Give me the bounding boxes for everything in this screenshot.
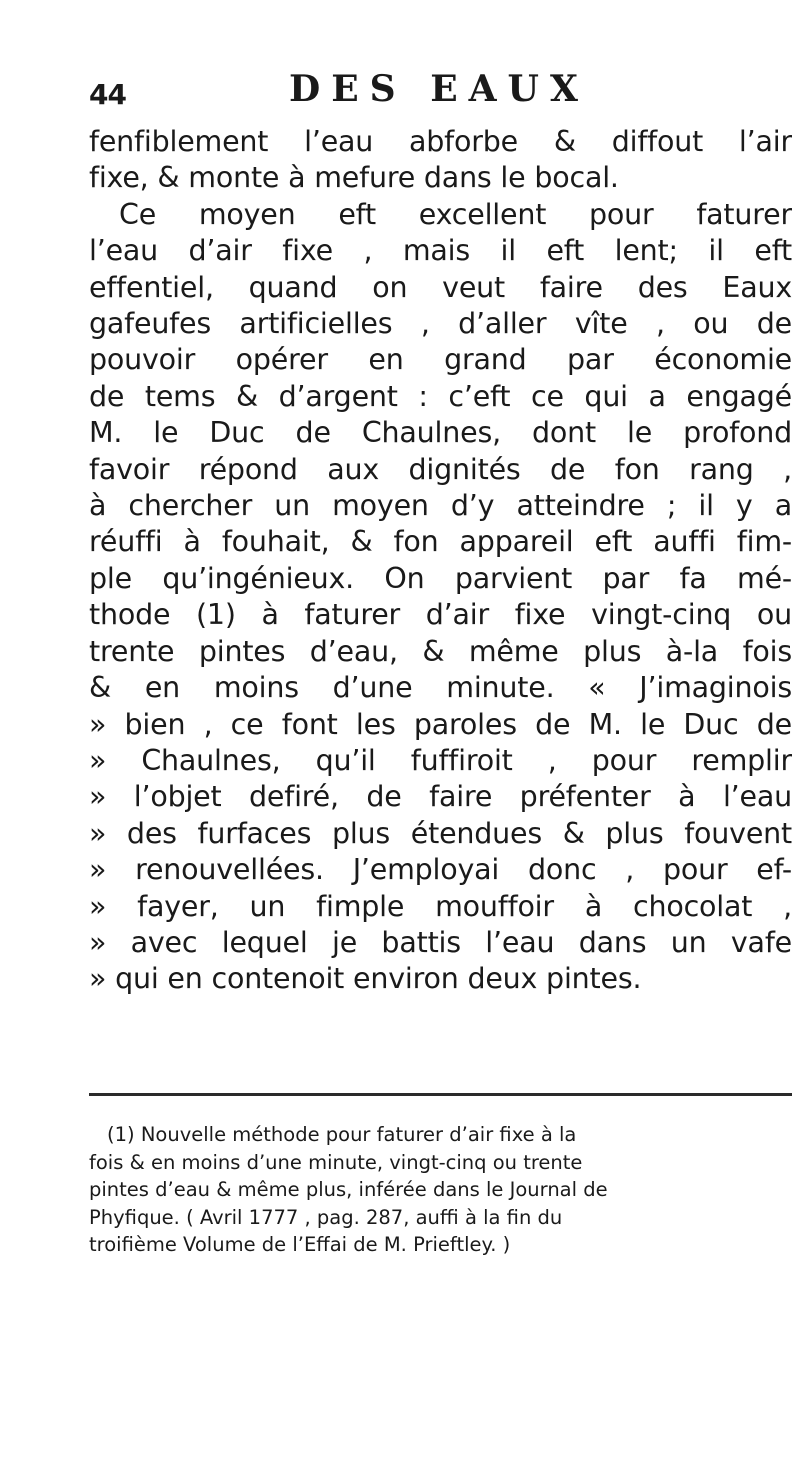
footnote-line: Phyfique. ( Avril 1777 , pag. 287, auffi à la fin du	[89, 1205, 563, 1229]
text-line: & en moins d’une minute. « J’imaginois	[89, 671, 792, 705]
footnote-line: (1) Nouvelle méthode pour faturer d’air fixe à la	[107, 1123, 577, 1146]
text-line: M. le Duc de Chaulnes, dont le profond	[89, 416, 792, 450]
body-text	[89, 124, 792, 998]
text-line: l’eau d’air fixe , mais il eft lent; il eft	[89, 234, 792, 268]
text-line: fenfiblement l’eau abforbe & diffout l’air	[89, 125, 792, 158]
text-line: » bien , ce font les paroles de M. le Duc de	[89, 707, 792, 741]
text-line: » qui en contenoit environ deux pintes.	[89, 962, 642, 996]
text-line: » fayer, un fimple mouffoir à chocolat ,	[89, 889, 792, 923]
footnote-divider	[89, 1093, 792, 1096]
text-line: Ce moyen eft excellent pour faturer	[119, 197, 792, 231]
text-line: fixe, & monte à mefure dans le bocal.	[89, 161, 619, 195]
text-line: pouvoir opérer en grand par économie	[89, 343, 792, 377]
footnote-line: pintes d’eau & même plus, inférée dans le Journal de	[89, 1178, 608, 1202]
text-line: trente pintes d’eau, & même plus à-la fois	[89, 634, 792, 668]
text-line: » avec lequel je battis l’eau dans un vafe	[89, 925, 792, 959]
text-line: » Chaulnes, qu’il fuffiroit , pour remplir	[89, 743, 792, 777]
text-line: réuffi à fouhait, & fon appareil eft auffi fim-	[89, 525, 792, 559]
text-line: thode (1) à faturer d’air fixe vingt-cinq ou	[89, 598, 792, 632]
page-number: 44	[89, 78, 126, 111]
text-line: » renouvellées. J’employai donc , pour ef-	[89, 853, 792, 887]
text-line: favoir répond aux dignités de fon rang ,	[89, 452, 792, 486]
footnote	[89, 1121, 792, 1259]
footnote-line: fois & en moins d’une minute, vingt-cinq ou trente	[89, 1150, 583, 1174]
text-line: ple qu’ingénieux. On parvient par fa mé-	[89, 561, 792, 595]
text-line: de tems & d’argent : c’eft ce qui a engagé	[89, 379, 792, 413]
text-line: » l’objet defiré, de faire préfenter à l’eau	[89, 780, 792, 814]
page-header	[89, 64, 760, 126]
text-line: effentiel, quand on veut faire des Eaux	[89, 270, 792, 304]
text-line: gafeufes artificielles , d’aller vîte , ou de	[89, 307, 792, 341]
text-line: » des furfaces plus étendues & plus fouvent	[89, 816, 792, 850]
footnote-line: troifième Volume de l’Effai de M. Prieftley. )	[89, 1233, 511, 1257]
text-line: à chercher un moyen d’y atteindre ; il y a	[89, 489, 792, 523]
running-title: DES EAUX	[289, 68, 589, 110]
